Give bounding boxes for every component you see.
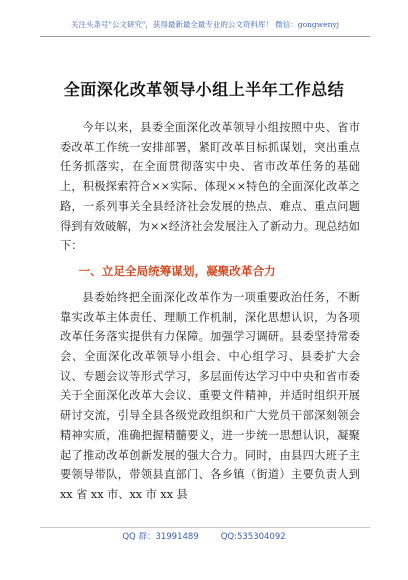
- header-divider: [40, 36, 370, 37]
- document-title: 全面深化改革领导小组上半年工作总结: [63, 80, 345, 99]
- intro-paragraph: 今年以来，县委全面深化改革领导小组按照中央、省市委改革工作统一安排部署，紧盯改革目标抓谋划，突出重点任务抓落实，在全面贯彻落实中央、省市改革任务的基础上，积极探索符合××实际、体现××特色的全面深化改革之路，一系列事关全县经济社会发展的热点、难点、重点问题得到有效破解，为××经济社会发展注入了新动力。现总结如下：: [60, 121, 360, 253]
- footer-divider: [40, 527, 370, 528]
- document-body: [60, 118, 360, 505]
- section-1-paragraph: 县委始终把全面深化改革作为一项重要政治任务，不断靠实改革主体责任、理顺工作机制，深化思想认识，为各项改革任务落实提供有力保障。加强学习调研。县委坚持常委会、全面深化改革领导小组会、中心组学习、县委扩大会议、专题会议等形式学习，多层面传达学习中中央和省市委关于全面深化改革大会议、重要文件精神，并适时组织开展研讨交流，引导全县各级党政组织和广大党员干部深刻领会精神实质，准确把握精髓要义，进一步统一思想认识，凝聚起了推动改革创新发展的强大合力。同时，由县四大班子主要领导带队，带领县直部门、各乡镇（街道）主要负责人到 xx 省 xx 市、xx 市 xx 县: [60, 290, 360, 501]
- header-promo-note: 关注头条号"公文研究"，获得最新最全最专业的公文资料库！ 微信：gongwenyj: [71, 20, 339, 29]
- section-heading-1: 一、立足全局统筹谋划，凝聚改革合力: [78, 263, 276, 278]
- footer-qq-group: QQ 群：31991489: [122, 532, 199, 542]
- footer-qq-number: QQ:535304092: [220, 532, 286, 542]
- footer-contact: [0, 531, 408, 543]
